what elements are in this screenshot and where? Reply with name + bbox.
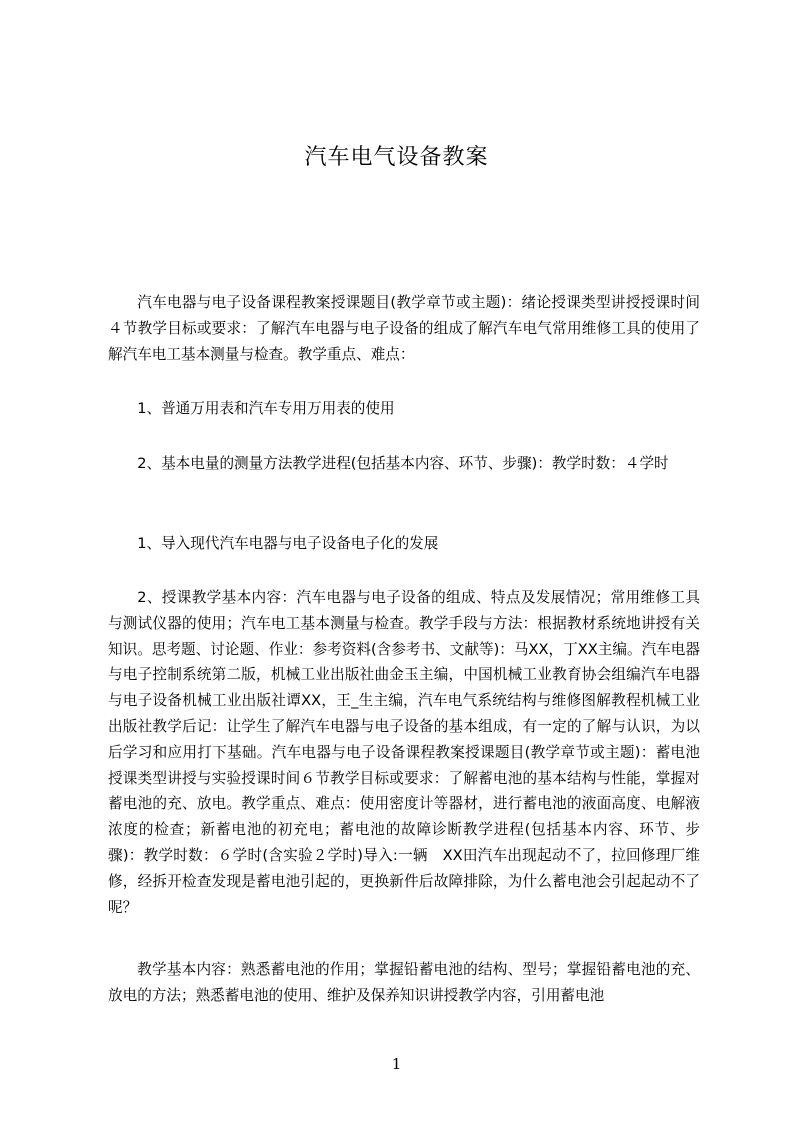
- document-title: 汽车电气设备教案: [304, 145, 489, 170]
- paragraph-item-1: 1、普通万用表和汽车专用万用表的使用: [137, 400, 395, 417]
- page-number: 1: [391, 1055, 402, 1073]
- paragraph-teaching-content: 2、授课教学基本内容：汽车电器与电子设备的组成、特点及发展情况；常用维修工具与测试仪器的使用；汽车电工基本测量与检查。教学手段与方法：根据教材系统地讲授有关知识。思考题、讨论题、作业：参考资料(含参考书、文献等)：马XX，丁XX主编。汽车电器与电子控制系统第二版，机械工业出版社曲金玉主编，中国机械工业教育协会组编汽车电器与电子设备机械工业出版社谭XX，王_生主编，汽车电气系统结构与维修图解教程机械工业出版社教学后记：让学生了解汽车电器与电子设备的基本组成，有一定的了解与认识，为以后学习和应用打下基础。汽车电器与电子设备课程教案授课题目(教学章节或主题)：蓄电池授课类型讲授与实验授课时间６节教学目标或要求：了解蓄电池的基本结构与性能，掌握对蓄电池的充、放电。教学重点、难点：使用密度计等器材，进行蓄电池的液面高度、电解液浓度的检查；新蓄电池的初充电；蓄电池的故障诊断教学进程(包括基本内容、环节、步骤)：教学时数：６学时(含实验２学时)导入:一辆 XX田汽车出现起动不了，拉回修理厂维修，经拆开检查发现是蓄电池引起的，更换新件后故障排除，为什么蓄电池会引起起动不了呢？: [108, 589, 700, 916]
- paragraph-intro: 汽车电器与电子设备课程教案授课题目(教学章节或主题)：绪论授课类型讲授授课时间４节教学目标或要求：了解汽车电器与电子设备的组成了解汽车电气常用维修工具的使用了解汽车电工基本测量与检查。教学重点、难点：: [108, 294, 700, 363]
- paragraph-item-2: 2、基本电量的测量方法教学进程(包括基本内容、环节、步骤)：教学时数：４学时: [137, 455, 669, 472]
- paragraph-battery-content: 教学基本内容：熟悉蓄电池的作用；掌握铅蓄电池的结构、型号；掌握铅蓄电池的充、放电的方法；熟悉蓄电池的使用、维护及保养知识讲授教学内容，引用蓄电池: [108, 961, 700, 1004]
- paragraph-import: 1、导入现代汽车电器与电子设备电子化的发展: [137, 535, 439, 552]
